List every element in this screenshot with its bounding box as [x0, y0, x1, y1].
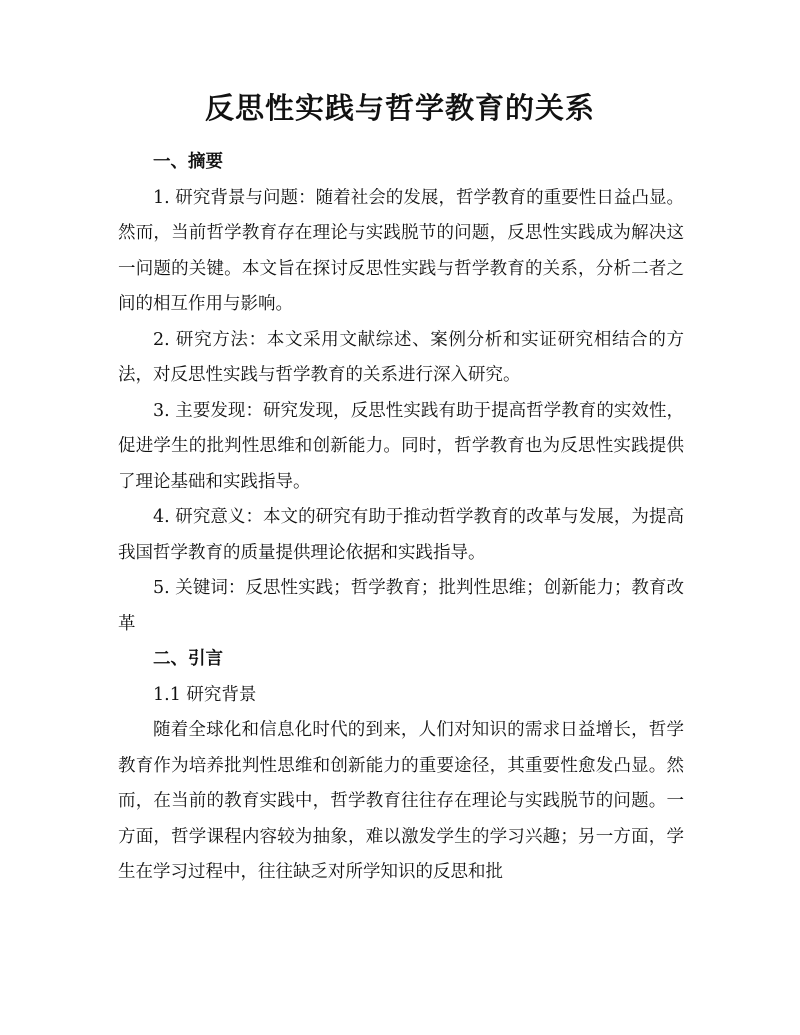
section-heading-introduction: 二、引言 — [153, 649, 223, 669]
abstract-paragraph-keywords: 5. 关键词：反思性实践；哲学教育；批判性思维；创新能力；教育改革 — [118, 578, 684, 634]
abstract-paragraph-significance: 4. 研究意义：本文的研究有助于推动哲学教育的改革与发展，为提高我国哲学教育的质量提供理论依据和实践指导。 — [118, 507, 684, 563]
section-heading-abstract: 一、摘要 — [153, 152, 223, 172]
abstract-paragraph-background: 1. 研究背景与问题：随着社会的发展，哲学教育的重要性日益凸显。然而，当前哲学教育存在理论与实践脱节的问题，反思性实践成为解决这一问题的关键。本文旨在探讨反思性实践与哲学教育的关系，分析二者之间的相互作用与影响。 — [118, 187, 684, 314]
document-title: 反思性实践与哲学教育的关系 — [204, 91, 595, 125]
document-body — [118, 145, 684, 891]
abstract-paragraph-findings: 3. 主要发现：研究发现，反思性实践有助于提高哲学教育的实效性，促进学生的批判性思维和创新能力。同时，哲学教育也为反思性实践提供了理论基础和实践指导。 — [118, 400, 684, 492]
subsection-heading-background: 1.1 研究背景 — [153, 684, 257, 705]
introduction-paragraph: 随着全球化和信息化时代的到来，人们对知识的需求日益增长，哲学教育作为培养批判性思维和创新能力的重要途径，其重要性愈发凸显。然而，在当前的教育实践中，哲学教育往往存在理论与实践脱节的问题。一方面，哲学课程内容较为抽象，难以激发学生的学习兴趣；另一方面，学生在学习过程中，往往缺乏对所学知识的反思和批 — [118, 720, 684, 882]
abstract-paragraph-methods: 2. 研究方法：本文采用文献综述、案例分析和实证研究相结合的方法，对反思性实践与哲学教育的关系进行深入研究。 — [118, 329, 684, 385]
